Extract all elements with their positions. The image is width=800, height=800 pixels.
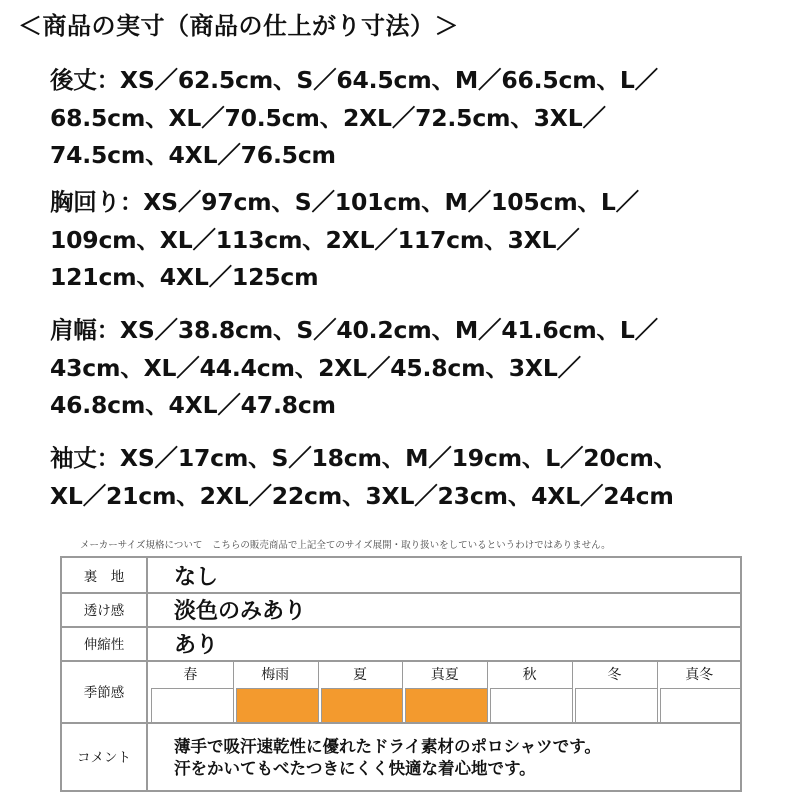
spec-line: 68.5cm、XL／70.5cm、2XL／72.5cm、3XL／ <box>50 103 606 132</box>
spec-line: 46.8cm、4XL／47.8cm <box>50 391 336 419</box>
table-row-divider <box>62 722 740 724</box>
label-sheerness: 透け感 <box>83 603 125 619</box>
season-name: 真冬 <box>685 667 714 683</box>
product-info-table <box>60 556 742 792</box>
size-notice: メーカーサイズ規格について こちらの販売商品で上記全てのサイズ展開・取り扱いをしているというわけではありません。 <box>80 540 611 551</box>
season-divider <box>402 660 403 722</box>
spec-line: 胸回り：XS／97cm、S／101cm、M／105cm、L／ <box>50 188 639 216</box>
label-season: 季節感 <box>83 685 125 701</box>
value-stretch: あり <box>174 632 219 658</box>
season-divider <box>657 660 658 722</box>
season-cell-active <box>321 688 403 722</box>
season-name: 梅雨 <box>261 667 290 683</box>
comment-text <box>174 736 601 780</box>
comment-line: 薄手で吸汗速乾性に優れたドライ素材のポロシャツです。 <box>174 737 601 756</box>
spec-line: XL／21cm、2XL／22cm、3XL／23cm、4XL／24cm <box>50 481 674 510</box>
spec-line: 後丈：XS／62.5cm、S／64.5cm、M／66.5cm、L／ <box>50 66 658 94</box>
season-cell-active <box>405 688 487 722</box>
season-name: 秋 <box>522 667 537 683</box>
value-sheerness: 淡色のみあり <box>174 598 307 624</box>
season-divider <box>318 660 319 722</box>
season-name: 春 <box>183 667 198 683</box>
table-row-divider <box>62 626 740 628</box>
spec-line: 109cm、XL／113cm、2XL／117cm、3XL／ <box>50 225 580 254</box>
label-lining: 裏 地 <box>83 569 125 585</box>
season-divider <box>487 660 488 722</box>
season-cell <box>660 688 742 722</box>
spec-line: 121cm、4XL／125cm <box>50 263 319 291</box>
spec-length <box>50 62 780 175</box>
season-cell-active <box>236 688 318 722</box>
spec-line: 74.5cm、4XL／76.5cm <box>50 141 336 169</box>
spec-line: 袖丈：XS／17cm、S／18cm、M／19cm、L／20cm、 <box>50 444 677 472</box>
season-divider <box>233 660 234 722</box>
page-title: ＜商品の実寸（商品の仕上がり寸法）＞ <box>18 12 459 40</box>
spec-line: 肩幅：XS／38.8cm、S／40.2cm、M／41.6cm、L／ <box>50 316 658 344</box>
season-name: 夏 <box>352 667 367 683</box>
spec-chest <box>50 184 780 297</box>
season-cell <box>151 688 233 722</box>
label-comment: コメント <box>77 750 131 766</box>
spec-sleeve <box>50 440 780 515</box>
spec-line: 43cm、XL／44.4cm、2XL／45.8cm、3XL／ <box>50 353 581 382</box>
season-divider <box>572 660 573 722</box>
table-row-divider <box>62 592 740 594</box>
season-cell <box>490 688 572 722</box>
spec-shoulder <box>50 312 780 425</box>
season-name: 冬 <box>607 667 622 683</box>
comment-line: 汗をかいてもべたつきにくく快適な着心地です。 <box>174 759 536 778</box>
label-stretch: 伸縮性 <box>83 637 125 653</box>
season-name: 真夏 <box>430 667 459 683</box>
season-cell <box>575 688 657 722</box>
value-lining: なし <box>174 564 219 590</box>
